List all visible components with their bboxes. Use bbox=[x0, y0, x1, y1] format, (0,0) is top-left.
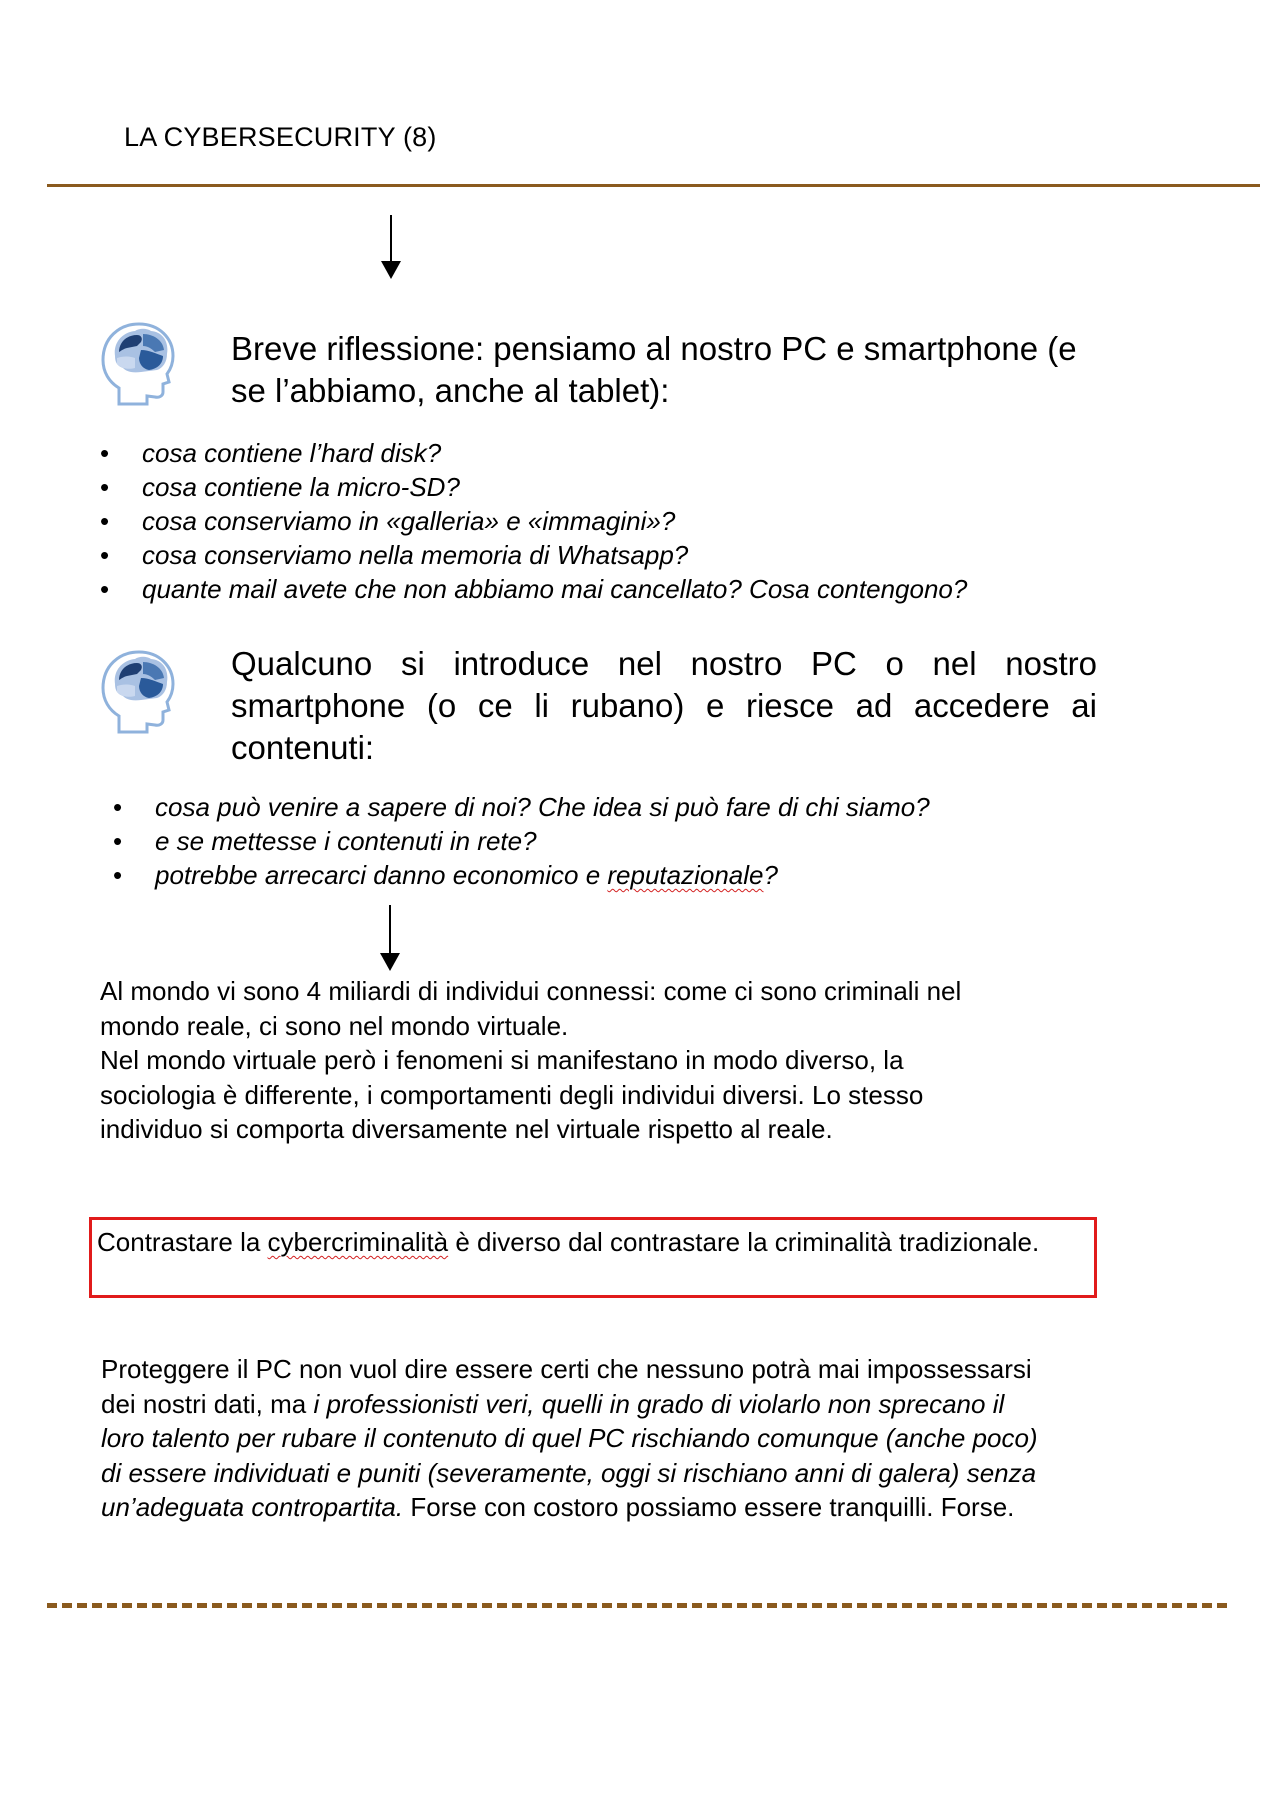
list-item: • cosa conserviamo nella memoria di Whatsapp? bbox=[100, 538, 1140, 572]
reflection-prompt: Breve riflessione: pensiamo al nostro PC e smartphone (e se l’abbiamo, anche al tablet): bbox=[231, 330, 1077, 409]
brain-head-icon bbox=[97, 318, 179, 408]
conclusion-paragraph: Proteggere il PC non vuol dire essere certi che nessuno potrà mai impossessarsi dei nostri dati, ma i professionisti veri, quelli in grado di violarlo non sprecano il loro talento per rubare il contenuto di quel PC rischiando comunque (anche poco) di essere individuati e puniti (severamente, oggi si rischiano anni di galera) senza un’adeguata contropartita. Forse con costoro possiamo essere tranquilli. Forse. bbox=[101, 1354, 1038, 1522]
reflection-list bbox=[100, 436, 1140, 606]
footer-divider bbox=[47, 1603, 1227, 1608]
intrusion-list bbox=[113, 790, 1143, 892]
list-item: • quante mail avete che non abbiamo mai cancellato? Cosa contengono? bbox=[100, 572, 1140, 606]
intrusion-prompt: Qualcuno si introduce nel nostro PC o nel nostro smartphone (o ce li rubano) e riesce ad accedere ai contenuti: bbox=[231, 645, 1097, 766]
down-arrow-icon bbox=[380, 905, 400, 971]
down-arrow-icon bbox=[381, 215, 401, 279]
brain-head-icon bbox=[97, 646, 179, 736]
page-title: LA CYBERSECURITY (8) bbox=[124, 122, 437, 152]
context-paragraph: Al mondo vi sono 4 miliardi di individui connessi: come ci sono criminali nel mondo reale, ci sono nel mondo virtuale. Nel mondo virtuale però i fenomeni si manifestano in modo diverso, la sociologia è differente, i comportamenti degli individui diversi. Lo stesso individuo si comporta diversamente nel virtuale rispetto al reale. bbox=[100, 976, 962, 1144]
highlight-text: Contrastare la cybercriminalità è diverso dal contrastare la criminalità tradizionale. bbox=[97, 1227, 1040, 1257]
list-item: • potrebbe arrecarci danno economico e reputazionale? bbox=[113, 858, 1143, 892]
list-item: • e se mettesse i contenuti in rete? bbox=[113, 824, 1143, 858]
spellcheck-word: cybercriminalità bbox=[267, 1227, 449, 1257]
header-divider bbox=[47, 184, 1260, 187]
spellcheck-word: reputazionale bbox=[607, 860, 764, 890]
list-item: • cosa può venire a sapere di noi? Che idea si può fare di chi siamo? bbox=[113, 790, 1143, 824]
list-item: • cosa conserviamo in «galleria» e «immagini»? bbox=[100, 504, 1140, 538]
list-item: • cosa contiene la micro-SD? bbox=[100, 470, 1140, 504]
emphasis-text: i professionisti veri, quelli in grado di violarlo non sprecano il loro talento per rubare il contenuto di quel PC rischiando comunque (anche poco) di essere individuati e puniti (severamente, oggi si rischiano anni di galera) senza un’adeguata contropartita. bbox=[101, 1388, 1038, 1522]
list-item: • cosa contiene l’hard disk? bbox=[100, 436, 1140, 470]
